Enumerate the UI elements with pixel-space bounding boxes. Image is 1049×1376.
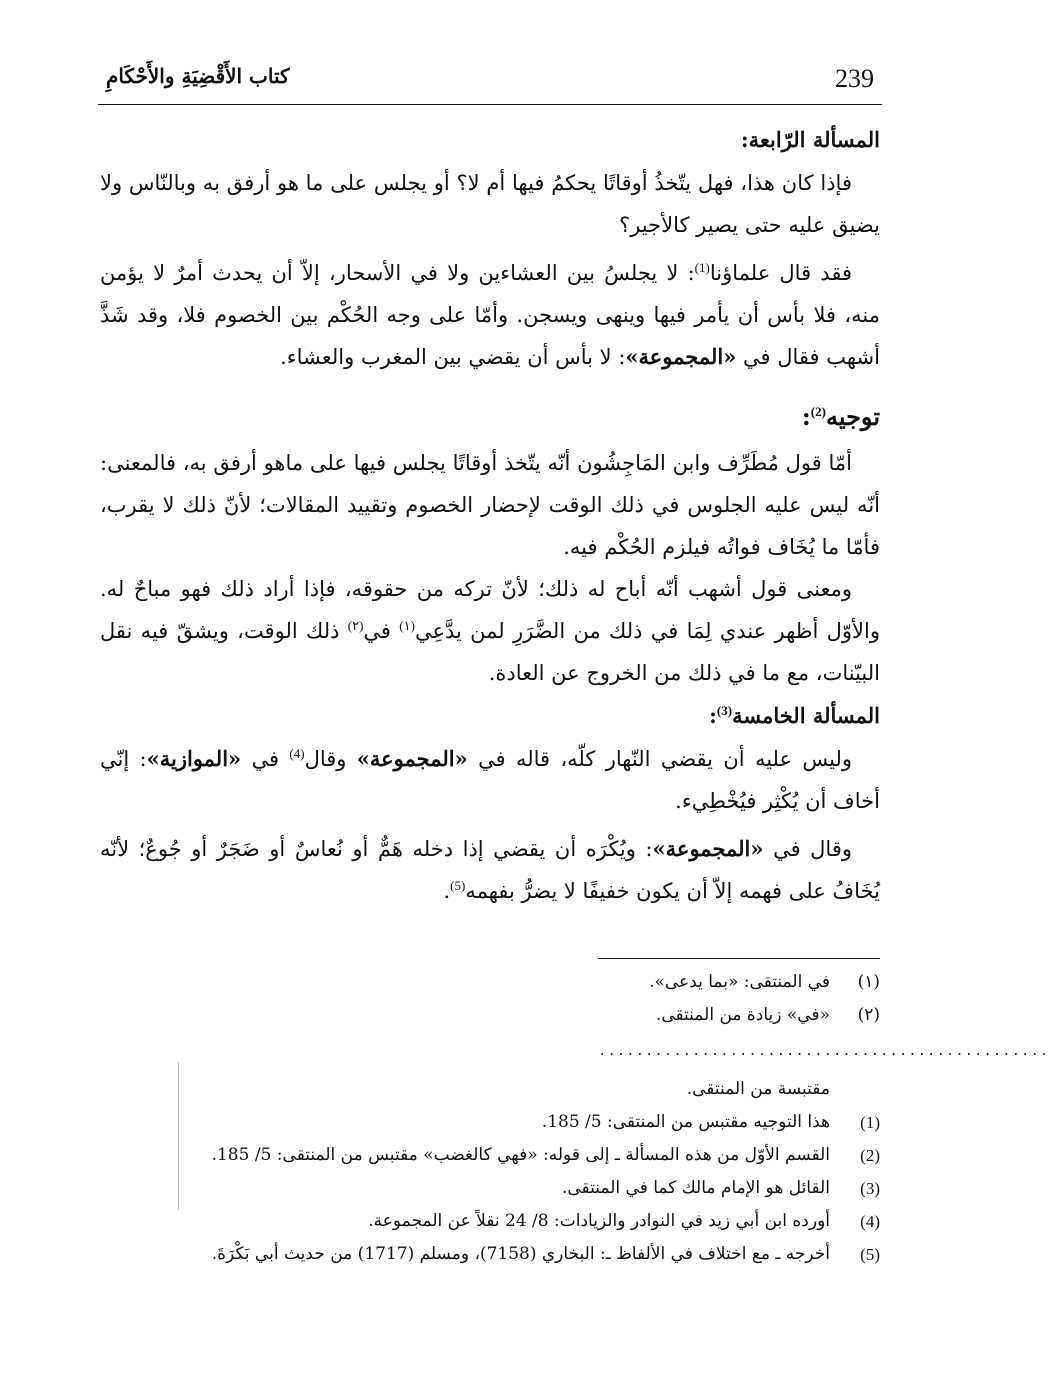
footnote-ref-3[interactable]: (3) — [716, 703, 733, 718]
footnote-ref-2[interactable]: (2) — [810, 404, 826, 419]
editor-footnote: (5) أخرجه ـ مع اختلاف في الألفاظ ـ: البخاري (7158)، ومسلم (1717) من حديث أبي بَكْرَةَ. — [211, 1244, 880, 1264]
source-title-majmua: «المجموعة» — [356, 746, 468, 771]
editor-footnote: (3) القائل هو الإمام مالك كما في المنتقى. — [561, 1178, 880, 1198]
source-title-majmua: «المجموعة» — [652, 836, 764, 861]
footnote-ref-1[interactable]: (1) — [694, 260, 710, 275]
manuscript-footnote: (٢) «في» زيادة من المنتقى. — [655, 1005, 880, 1025]
section-heading-fifth-issue: المسألة الخامسة$^{(3)}$: — [709, 703, 880, 728]
editor-footnote: (1) هذا التوجيه مقتبس من المنتقى: 5/ 185. — [541, 1112, 880, 1132]
book-title: كتاب الأَقْضِيَةِ والأَحْكَامِ — [106, 64, 290, 88]
footnote-continuation: مقتبسة من المنتقى. — [686, 1079, 830, 1099]
editor-footnote: (2) القسم الأوّل من هذه المسألة ـ إلى قوله: «فهي كالغضب» مقتبس من المنتقى: 5/ 185. — [211, 1145, 880, 1165]
scan-artifact-line — [178, 1062, 179, 1210]
dotted-separator: ................................................ — [598, 1044, 1049, 1060]
manuscript-footnote: (١) في المنتقى: «بما يدعى». — [649, 972, 880, 992]
editor-footnotes — [160, 1073, 880, 1271]
source-title-mawaziyya: «الموازية» — [146, 746, 242, 771]
paragraph-1: فإذا كان هذا، فهل يتّخذُ أوقاتًا يحكمُ فيها أم لا؟ أو يجلس على ما هو أرفق به وبالنّاس ولا يضيق عليه حتى يصير كالأجير؟ — [100, 171, 880, 237]
section-heading-fourth-issue: المسألة الرّابعة: — [740, 127, 880, 152]
editor-footnote: (4) أورده ابن أبي زيد في النوادر والزيادات: 8/ 24 نقلاً عن المجموعة. — [368, 1211, 880, 1231]
manuscript-footnotes — [180, 966, 880, 1032]
source-title-majmua: «المجموعة» — [625, 344, 737, 369]
paragraph-2: فقد قال علماؤنا$^{(1)}$: لا يجلسُ بين العشاءين ولا في الأسحار، إلاّ أن يحدث أمرٌ لا يؤمن منه، فلا بأس أن يأمر فيها وينهى ويسجن. وأمّا على وجه الحُكْم بين الخصوم فلا، وقد شَذَّ أشهب فقال في «المجموعة»: لا بأس أن يقضي بين المغرب والعشاء. — [100, 260, 880, 369]
section-heading-tawjih: توجيه$^{(2)}$: — [801, 402, 880, 431]
header-rule — [98, 104, 882, 105]
manuscript-note-ref-1[interactable]: (١) — [399, 618, 415, 633]
paragraph-6: وقال في «المجموعة»: ويُكْرَه أن يقضي إذا دخله هَمٌّ أو نُعاسٌ أو ضَجَرٌ أو جُوعٌ؛ لأنّه يُخَافُ على فهمه إلاّ أن يكون خفيفًا لا يضرُّ بفهمه$^{(5)}$. — [100, 836, 880, 903]
running-header — [98, 62, 880, 96]
paragraph-3: أمّا قول مُطَرِّف وابن المَاجِشُون أنّه يتّخذ أوقاتًا يجلس فيها على ماهو أرفق به، فالمعنى: أنّه ليس عليه الجلوس في ذلك الوقت لإحضار الخصوم وتقييد المقالات؛ لأنّ ذلك لا يقرب، فأمّا ما يُخَاف فواتُه فيلزم الحُكْم فيه. — [100, 451, 880, 559]
page-number: 239 — [835, 64, 874, 93]
main-text — [100, 118, 880, 912]
footnote-separator — [598, 958, 880, 959]
paragraph-4: ومعنى قول أشهب أنّه أباح له ذلك؛ لأنّ تركه من حقوقه، فإذا أراد ذلك فهو مباحٌ له. والأوّل أظهر عندي لِمَا في ذلك من الضَّرَرِ لمن يدَّعِي$^{(١)}$ في$^{(٢)}$ ذلك الوقت، ويشقّ فيه نقل البيّنات، مع ما في ذلك من الخروج عن العادة. — [100, 577, 880, 685]
paragraph-5: وليس عليه أن يقضي النّهار كلّه، قاله في «المجموعة» وقال$^{(4)}$ في «الموازية»: إنّي أخاف أن يُكْثِر فيُخْطِيء. — [100, 746, 880, 813]
footnote-ref-5[interactable]: (5) — [450, 878, 466, 893]
manuscript-note-ref-2[interactable]: (٢) — [347, 618, 364, 633]
footnote-ref-4[interactable]: (4) — [289, 746, 305, 761]
